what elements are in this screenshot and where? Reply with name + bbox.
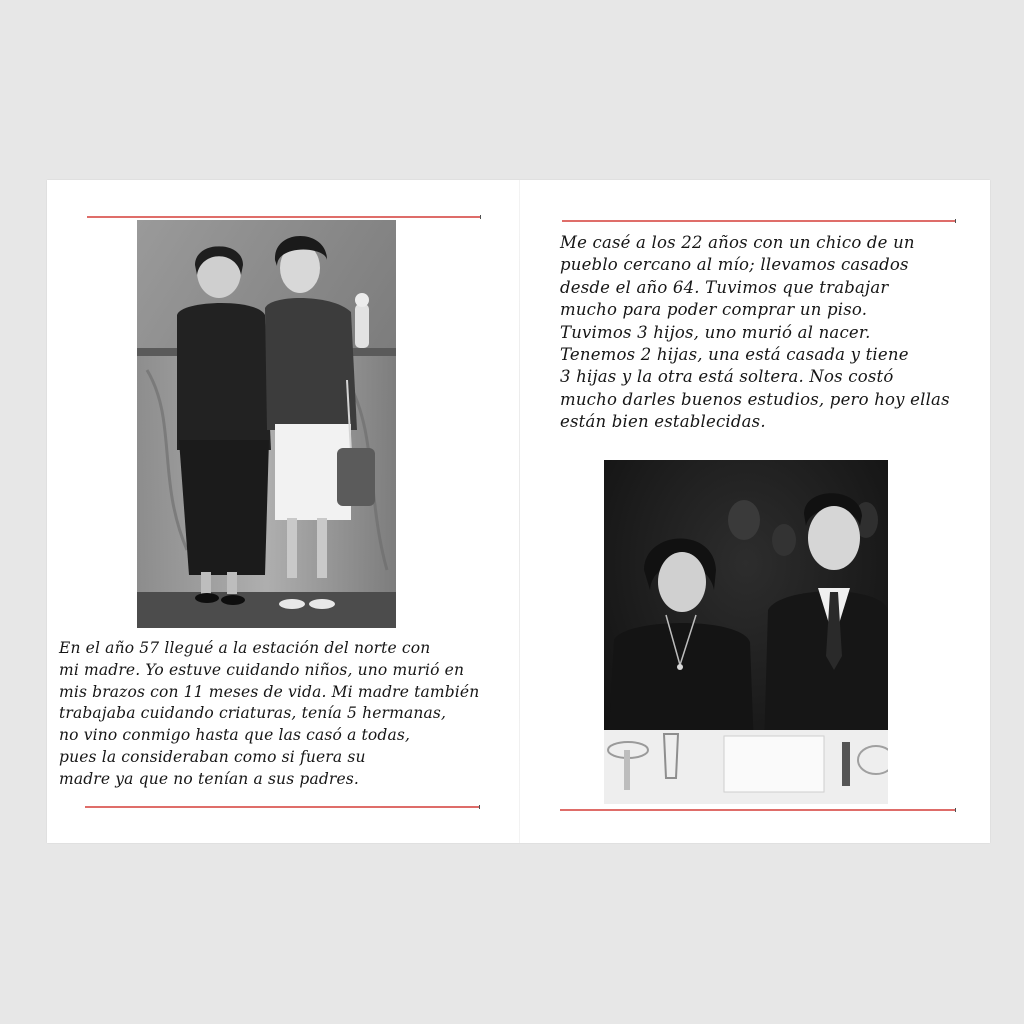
booklet-spread xyxy=(47,180,990,843)
left-text-line: mis brazos con 11 meses de vida. Mi madre también xyxy=(59,682,480,701)
couple-dinner-photo-image xyxy=(604,460,888,804)
bottom-rule xyxy=(560,809,956,811)
right-text-line: pueblo cercano al mío; llevamos casados xyxy=(560,255,909,275)
right-text-line: Tuvimos 3 hijos, uno murió al nacer. xyxy=(560,322,871,342)
left-page xyxy=(47,180,519,843)
two-women-photo-image xyxy=(137,220,396,628)
left-text-line: mi madre. Yo estuve cuidando niños, uno murió en xyxy=(59,660,465,679)
right-text-line: están bien establecidas. xyxy=(560,412,766,432)
right-handwritten-text xyxy=(560,232,950,434)
right-text-line: mucho darles buenos estudios, pero hoy ellas xyxy=(560,389,950,409)
left-text-line: no vino conmigo hasta que las casó a todas, xyxy=(59,726,411,745)
bottom-rule xyxy=(85,806,480,808)
left-text-line: pues la consideraban como si fuera su xyxy=(59,747,366,766)
couple-dinner-photo xyxy=(604,460,888,804)
right-text-line: Me casé a los 22 años con un chico de un xyxy=(560,233,915,252)
left-handwritten-text xyxy=(59,638,479,791)
right-text-line: mucho para poder comprar un piso. xyxy=(560,300,868,320)
left-text-line: madre ya que no tenían a sus padres. xyxy=(59,769,359,788)
top-rule xyxy=(562,220,956,222)
right-text-line: Tenemos 2 hijas, una está casada y tiene xyxy=(560,345,909,365)
left-text-line: trabajaba cuidando criaturas, tenía 5 hermanas, xyxy=(59,704,447,723)
right-text-line: 3 hijas y la otra está soltera. Nos costó xyxy=(560,367,894,387)
left-text-line: En el año 57 llegué a la estación del norte con xyxy=(59,639,431,657)
two-women-photo xyxy=(137,220,396,628)
top-rule xyxy=(87,216,481,218)
right-page xyxy=(520,180,990,843)
right-text-line: desde el año 64. Tuvimos que trabajar xyxy=(560,277,889,297)
